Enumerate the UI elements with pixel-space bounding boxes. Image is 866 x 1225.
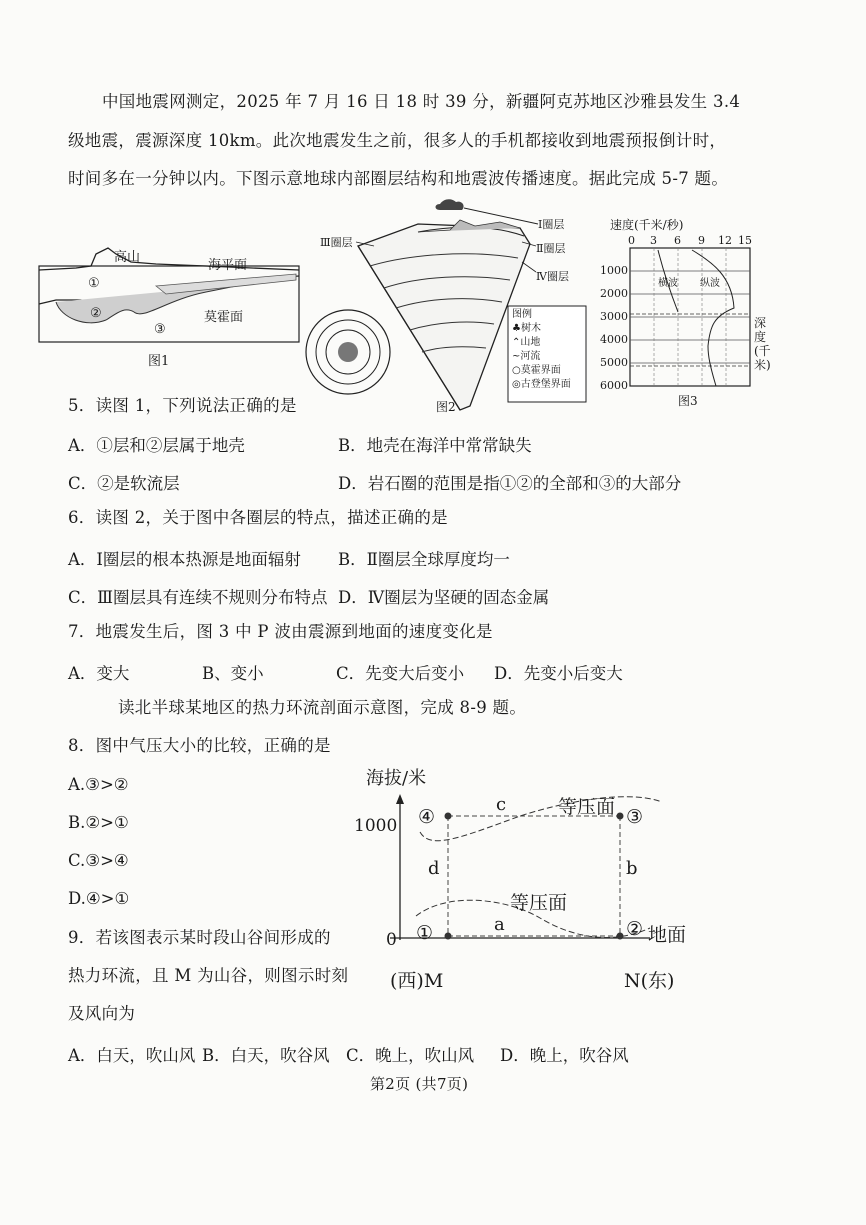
fig2-layer-I: Ⅰ圈层 xyxy=(538,218,565,231)
q9-option-d: D．晚上，吹谷风 xyxy=(500,1046,629,1065)
fig1-layer-1: ① xyxy=(88,276,100,291)
fig3-xtick-6: 6 xyxy=(674,234,681,247)
fig1-layer-2: ② xyxy=(90,306,102,321)
fig4-point-1: ① xyxy=(416,922,434,944)
fig2-caption: 图2 xyxy=(436,400,456,414)
fig4-arrow-d: d xyxy=(428,858,440,879)
fig3-title: 速度(千米/秒) xyxy=(610,218,684,232)
intro-2: 读北半球某地区的热力环流剖面示意图，完成 8-9 题。 xyxy=(118,698,527,717)
q8-option-b: B.②>① xyxy=(68,813,129,832)
intro-line-1: 中国地震网测定，2025 年 7 月 16 日 18 时 39 分，新疆阿克苏地区沙雅县发生 3.4 xyxy=(102,92,741,111)
figure-2 xyxy=(300,196,590,416)
fig1-layer-3: ③ xyxy=(154,322,166,337)
fig4-y-1000: 1000 xyxy=(354,816,398,836)
fig3-ytick-5000: 5000 xyxy=(600,356,628,369)
fig3-ytick-1000: 1000 xyxy=(600,264,628,277)
q5-option-d: D．岩石圈的范围是指①②的全部和③的大部分 xyxy=(338,474,682,493)
circle-icon: ○ xyxy=(512,365,521,376)
q7-option-c: C．先变大后变小 xyxy=(336,664,465,683)
q7-option-d: D．先变小后变大 xyxy=(494,664,623,683)
figure-3 xyxy=(582,216,782,412)
fig4-right-n: N(东) xyxy=(624,970,675,992)
mountain-icon: ⌃ xyxy=(512,337,521,348)
fig3-xtick-0: 0 xyxy=(628,234,635,247)
fig3-ylabel: 深度(千米) xyxy=(754,316,771,372)
q5-stem: 5．读图 1，下列说法正确的是 xyxy=(68,396,297,415)
fig1-label-mountain: 高山 xyxy=(114,250,141,265)
q9-option-b: B．白天，吹谷风 xyxy=(202,1046,330,1065)
fig2-legend-tree: ♣树木 xyxy=(512,323,541,334)
q9-line-1: 9．若该图表示某时段山谷间形成的 xyxy=(68,928,331,947)
fig2-legend xyxy=(512,308,584,392)
fig1-label-moho: 莫霍面 xyxy=(204,310,244,325)
q8-option-a: A.③>② xyxy=(68,775,129,794)
fig3-caption: 图3 xyxy=(678,394,698,408)
fig4-point-3: ③ xyxy=(626,806,644,828)
q5-option-c: C．②是软流层 xyxy=(68,474,180,493)
fig2-legend-river: ~河流 xyxy=(512,351,541,362)
figure-1 xyxy=(36,240,306,370)
fig3-label-s: 横波 xyxy=(658,278,678,289)
fig3-xtick-3: 3 xyxy=(650,234,657,247)
q6-option-b: B．Ⅱ圈层全球厚度均一 xyxy=(338,550,510,569)
q5-option-a: A．①层和②层属于地壳 xyxy=(68,436,245,455)
q6-stem: 6．读图 2，关于图中各圈层的特点，描述正确的是 xyxy=(68,508,448,527)
q9-option-c: C．晚上，吹山风 xyxy=(346,1046,475,1065)
double-circle-icon: ◎ xyxy=(512,379,521,390)
fig2-layer-III: Ⅲ圈层 xyxy=(320,236,353,249)
fig2-legend-moho: ○莫霍界面 xyxy=(512,365,561,376)
fig4-y-0: 0 xyxy=(386,930,397,950)
figure-thermal-circulation xyxy=(350,760,720,1000)
fig4-yaxis-label: 海拔/米 xyxy=(366,768,427,789)
q9-line-3: 及风向为 xyxy=(68,1004,136,1023)
q7-stem: 7．地震发生后，图 3 中 P 波由震源到地面的速度变化是 xyxy=(68,622,493,641)
q7-option-a: A．变大 xyxy=(68,664,130,683)
fig4-isobar-top: 等压面 xyxy=(558,796,616,818)
fig3-xtick-12: 12 xyxy=(718,234,732,247)
fig3-ytick-4000: 4000 xyxy=(600,333,628,346)
fig2-legend-title: 图例 xyxy=(512,309,532,320)
q8-option-c: C.③>④ xyxy=(68,851,129,870)
fig4-isobar-bottom: 等压面 xyxy=(510,892,568,914)
intro-line-3: 时间多在一分钟以内。下图示意地球内部圈层结构和地震波传播速度。据此完成 5-7 题。 xyxy=(68,169,729,188)
fig4-arrow-b: b xyxy=(626,858,638,879)
q6-option-c: C．Ⅲ圈层具有连续不规则分布特点 xyxy=(68,588,328,607)
q7-option-b: B、变小 xyxy=(202,664,264,683)
q6-option-d: D．Ⅳ圈层为坚硬的固态金属 xyxy=(338,588,550,607)
fig3-xtick-15: 15 xyxy=(738,234,752,247)
tree-icon: ♣ xyxy=(512,323,521,334)
fig3-label-p: 纵波 xyxy=(700,278,720,289)
river-icon: ~ xyxy=(512,351,521,362)
q9-line-2: 热力环流，且 M 为山谷，则图示时刻 xyxy=(68,966,349,985)
fig3-xtick-9: 9 xyxy=(698,234,705,247)
fig3-ytick-2000: 2000 xyxy=(600,287,628,300)
fig4-left-m: (西)M xyxy=(390,970,444,992)
fig2-layer-IV: Ⅳ圈层 xyxy=(536,270,569,283)
fig1-label-sea: 海平面 xyxy=(208,258,248,273)
q5-option-b: B．地壳在海洋中常常缺失 xyxy=(338,436,532,455)
fig3-ytick-3000: 3000 xyxy=(600,310,628,323)
fig2-legend-gutenberg: ◎古登堡界面 xyxy=(512,379,571,390)
fig4-point-4: ④ xyxy=(418,806,436,828)
page-footer: 第2页 (共7页) xyxy=(370,1075,469,1093)
q8-option-d: D.④>① xyxy=(68,889,130,908)
fig2-layer-II: Ⅱ圈层 xyxy=(536,242,566,255)
fig2-legend-mountain: ⌃山地 xyxy=(512,337,541,348)
fig4-ground: 地面 xyxy=(648,924,687,946)
intro-line-2: 级地震，震源深度 10km。此次地震发生之前，很多人的手机都接收到地震预报倒计时， xyxy=(68,131,727,150)
q8-stem: 8．图中气压大小的比较，正确的是 xyxy=(68,736,331,755)
fig4-point-2: ② xyxy=(626,918,644,940)
q9-option-a: A．白天，吹山风 xyxy=(68,1046,196,1065)
q6-option-a: A．Ⅰ圈层的根本热源是地面辐射 xyxy=(68,550,301,569)
fig4-arrow-a: a xyxy=(494,914,505,935)
fig1-caption: 图1 xyxy=(148,354,170,369)
fig4-arrow-c: c xyxy=(496,794,507,815)
fig3-ytick-6000: 6000 xyxy=(600,379,628,392)
